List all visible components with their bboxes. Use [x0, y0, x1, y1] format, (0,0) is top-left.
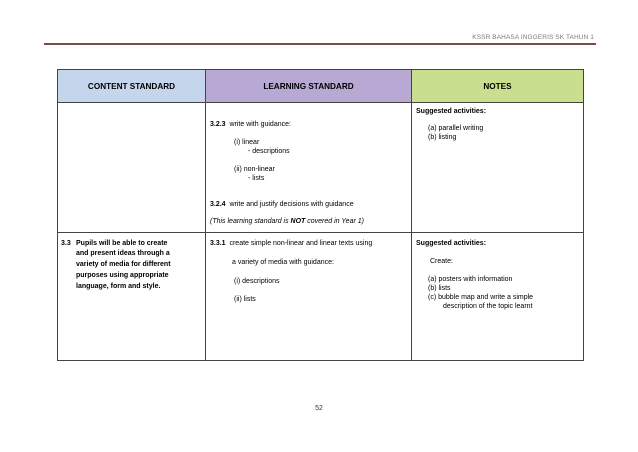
standard-text: write and justify decisions with guidance — [229, 201, 354, 208]
coverage-note-text: (This learning standard is — [210, 218, 291, 225]
content-standard-line: variety of media for different — [76, 261, 171, 268]
content-standard-line: Pupils will be able to create — [76, 240, 168, 247]
learning-standard-item — [210, 200, 354, 209]
content-standard-line: purposes using appropriate — [76, 272, 169, 279]
suggested-activities-title: Suggested activities: — [416, 108, 487, 115]
learning-standard-cell — [206, 103, 412, 233]
content-standard-cell-empty — [58, 103, 206, 233]
table-header-row — [58, 70, 584, 103]
activity-item: (b) listing — [428, 134, 457, 141]
coverage-note-text: covered in Year 1) — [305, 218, 364, 225]
header-learning-standard: LEARNING STANDARD — [206, 70, 412, 103]
content-standard-line: and present ideas through a — [76, 250, 170, 257]
standards-table — [57, 69, 584, 361]
page-number: 52 — [315, 405, 323, 412]
coverage-note — [210, 217, 364, 226]
header-content-standard: CONTENT STANDARD — [58, 70, 206, 103]
list-subitem: - lists — [248, 175, 265, 182]
list-item: (i) linear — [234, 139, 260, 146]
learning-standard-item — [210, 239, 372, 248]
create-label: Create: — [430, 258, 453, 265]
activity-item: (a) parallel writing — [428, 125, 484, 132]
list-item: (ii) non-linear — [234, 166, 275, 173]
standard-code: 3.3.1 — [210, 240, 226, 247]
table-row — [58, 103, 584, 233]
content-standard-line: language, form and style. — [76, 283, 161, 290]
learning-standard-cell — [206, 233, 412, 361]
learning-standard-item — [210, 120, 291, 129]
coverage-note-emphasis: NOT — [290, 218, 306, 225]
table-row — [58, 233, 584, 361]
activity-item: (a) posters with information — [428, 276, 513, 283]
list-item: (i) descriptions — [234, 278, 280, 285]
header-rule — [44, 43, 596, 45]
activity-item: (c) bubble map and write a simple — [428, 294, 534, 301]
standard-code: 3.2.3 — [210, 121, 226, 128]
standard-text: write with guidance: — [229, 121, 291, 128]
activity-item-continued: description of the topic learnt — [443, 303, 533, 310]
header-notes: NOTES — [412, 70, 584, 103]
content-standard-cell — [58, 233, 206, 361]
activity-item: (b) lists — [428, 285, 451, 292]
standard-text-continued: a variety of media with guidance: — [232, 259, 334, 266]
notes-cell — [412, 233, 584, 361]
list-item: (ii) lists — [234, 296, 256, 303]
notes-cell — [412, 103, 584, 233]
content-standard-code: 3.3 — [61, 240, 71, 247]
standard-code: 3.2.4 — [210, 201, 226, 208]
list-subitem: - descriptions — [248, 148, 290, 155]
standard-text: create simple non-linear and linear texts using — [229, 240, 373, 247]
suggested-activities-title: Suggested activities: — [416, 240, 487, 247]
running-header: KSSR BAHASA INGGERIS SK TAHUN 1 — [472, 34, 594, 41]
